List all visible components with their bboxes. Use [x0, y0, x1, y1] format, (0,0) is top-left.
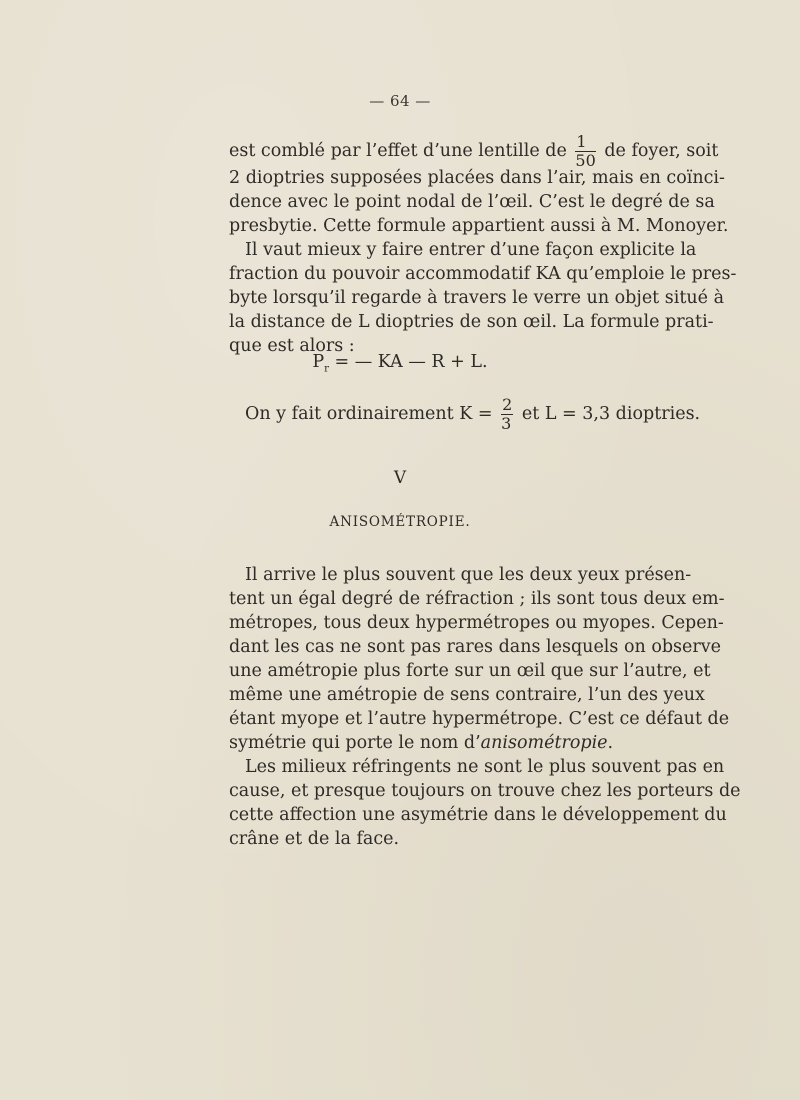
text-line: même une amétropie de sens contraire, l’un des yeux: [229, 685, 705, 705]
text-line: Il arrive le plus souvent que les deux yeux présen-: [245, 565, 692, 585]
text-line: tent un égal degré de réfraction ; ils sont tous deux em-: [229, 589, 725, 609]
fraction-denominator: 50: [575, 151, 596, 170]
text-line: étant myope et l’autre hypermétrope. C’est ce défaut de: [229, 709, 730, 729]
text-line: byte lorsqu’il regarde à travers le verre un objet situé à: [229, 288, 724, 308]
fraction-numerator: 2: [502, 395, 513, 414]
text-line: presbytie. Cette formule appartient aussi à M. Monoyer.: [229, 216, 729, 236]
italic-term: anisométropie: [480, 733, 608, 753]
text-line: crâne et de la face.: [229, 829, 400, 849]
text-line: cause, et presque toujours on trouve chez les porteurs de: [229, 781, 741, 801]
fraction: [501, 397, 513, 432]
text-line: la distance de L dioptries de son œil. La formule prati-: [229, 312, 714, 332]
formula-lhs: P: [312, 352, 325, 372]
text-line: [229, 731, 675, 755]
fraction: [575, 134, 595, 169]
text-line: dence avec le point nodal de l’œil. C’est le degré de sa: [229, 192, 715, 212]
section-number: V: [393, 468, 407, 488]
fraction-numerator: 1: [575, 134, 595, 152]
text-line: que est alors :: [229, 336, 355, 356]
text-line: Les milieux réfringents ne sont le plus souvent pas en: [245, 757, 725, 777]
formula: [0, 352, 800, 375]
text-line: une amétropie plus forte sur un œil que sur l’autre, et: [229, 661, 711, 681]
text-line: fraction du pouvoir accommodatif KA qu’emploie le pres-: [229, 264, 737, 284]
text-line: métropes, tous deux hypermétropes ou myopes. Cepen-: [229, 613, 724, 633]
section-title: ANISOMÉTROPIE.: [329, 514, 471, 530]
text-span: est comblé par l’effet d’une lentille de: [229, 141, 567, 161]
fraction-denominator: 3: [501, 414, 512, 433]
text-span: .: [607, 733, 614, 753]
text-line: [229, 132, 719, 170]
text-line: cette affection une asymétrie dans le développement du: [229, 805, 727, 825]
text-span: On y fait ordinairement K =: [245, 404, 493, 424]
formula-line: [245, 394, 701, 434]
text-line: dant les cas ne sont pas rares dans lesquels on observe: [229, 637, 721, 657]
page-number: — 64 —: [369, 92, 431, 110]
text-span: symétrie qui porte le nom d’: [229, 733, 481, 753]
text-span: et L = 3,3 dioptries.: [521, 404, 701, 424]
formula-rhs: = — KA — R + L.: [328, 352, 488, 372]
formula-subscript: r: [324, 363, 329, 375]
text-line: Il vaut mieux y faire entrer d’une façon explicite la: [245, 240, 697, 260]
text-span: de foyer, soit: [604, 141, 719, 161]
text-line: 2 dioptries supposées placées dans l’air, mais en coïnci-: [229, 168, 725, 188]
